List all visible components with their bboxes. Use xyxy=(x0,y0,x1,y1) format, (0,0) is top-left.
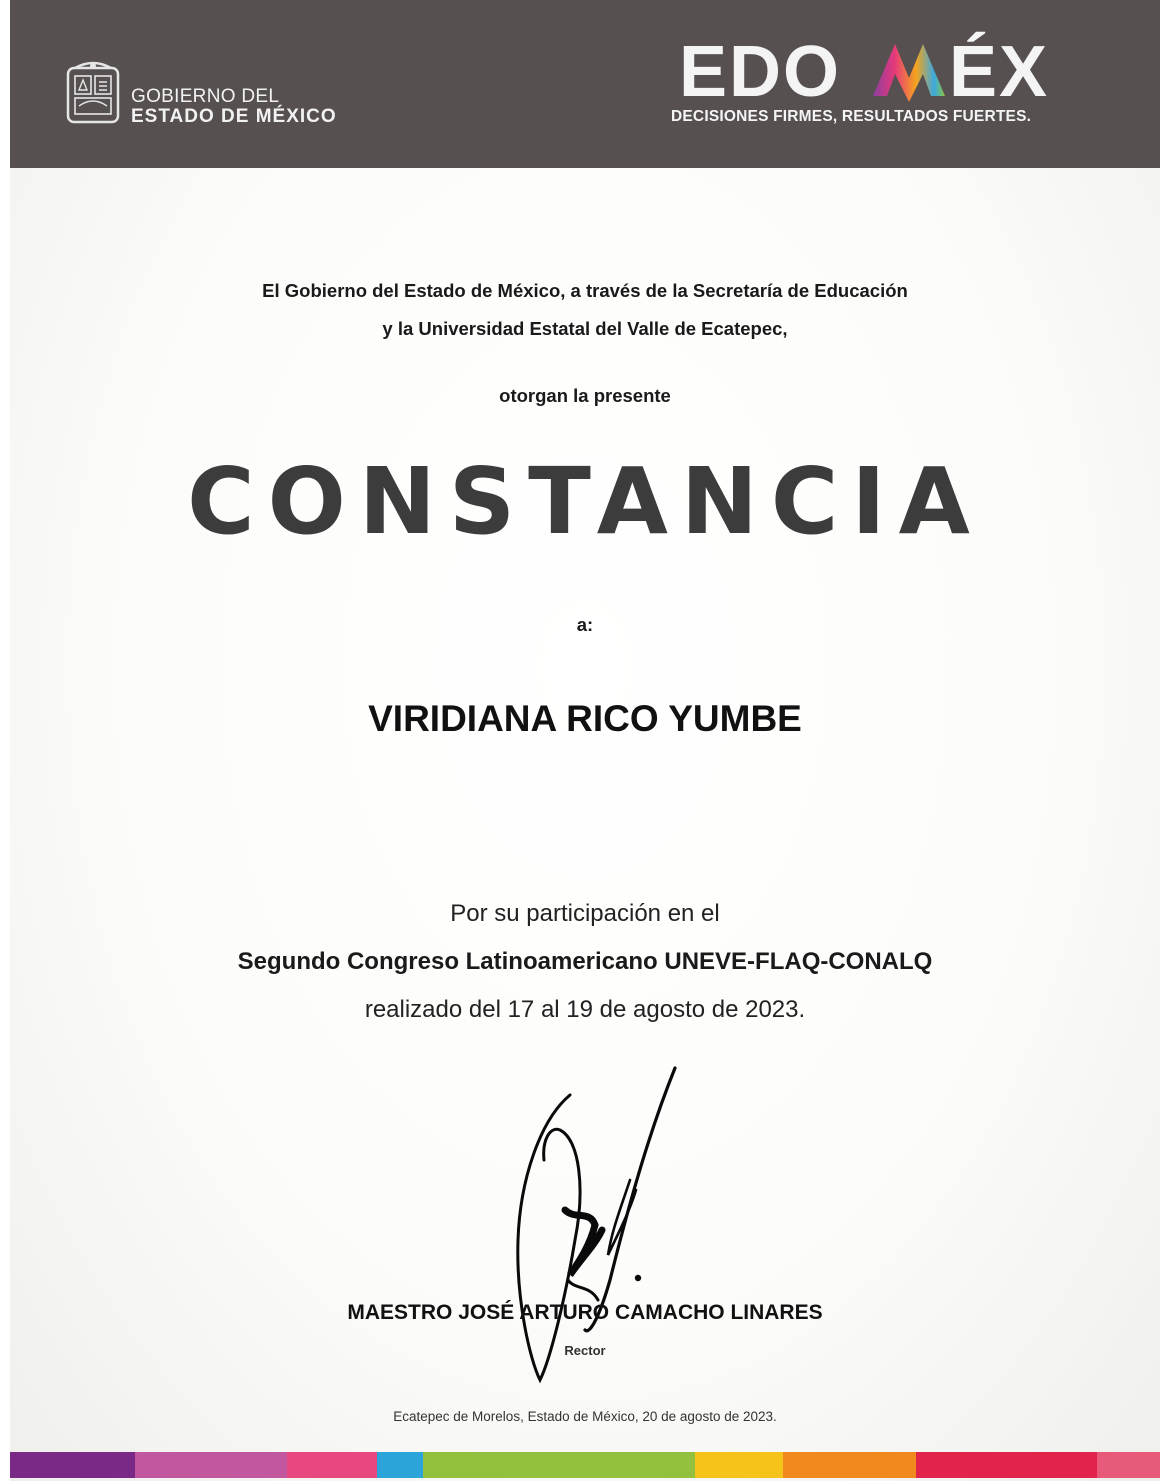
edomex-brand-logo xyxy=(665,30,1105,140)
grant-text: otorgan la presente xyxy=(499,385,671,406)
signer-role: Rector xyxy=(564,1343,606,1358)
stripe-segment xyxy=(1097,1452,1160,1478)
participation-text xyxy=(0,890,1170,1034)
stripe-segment xyxy=(135,1452,287,1478)
reason-line-1: Por su participación en el xyxy=(450,900,720,927)
brand-slogan: DECISIONES FIRMES, RESULTADOS FUERTES. xyxy=(671,108,1032,125)
handwritten-signature xyxy=(480,1060,720,1390)
coat-of-arms-icon xyxy=(65,60,121,126)
brand-edo-text: EDO xyxy=(679,32,842,106)
edomex-m-logo xyxy=(873,44,945,102)
gov-name-line2: ESTADO DE MÉXICO xyxy=(131,106,337,127)
stripe-segment xyxy=(10,1452,135,1478)
stripe-segment xyxy=(695,1452,783,1478)
signer-name: MAESTRO JOSÉ ARTURO CAMACHO LINARES xyxy=(347,1301,823,1324)
recipient-name: VIRIDIANA RICO YUMBE xyxy=(368,698,802,739)
reason-line-3: realizado del 17 al 19 de agosto de 2023. xyxy=(364,996,806,1023)
government-logo xyxy=(65,60,345,130)
document-title: CONSTANCIA xyxy=(187,448,983,555)
intro-text xyxy=(0,272,1170,348)
intro-line-1: El Gobierno del Estado de México, a través de la Secretaría de Educación xyxy=(262,280,908,301)
stripe-segment xyxy=(423,1452,695,1478)
stripe-segment xyxy=(783,1452,916,1478)
brand-ex-text: ÉX xyxy=(949,32,1050,106)
gov-name-line1: GOBIERNO DEL xyxy=(131,86,280,107)
intro-line-2: y la Universidad Estatal del Valle de Ecatepec, xyxy=(382,318,788,339)
to-label: a: xyxy=(576,614,594,635)
stripe-segment xyxy=(916,1452,1097,1478)
place-and-date: Ecatepec de Morelos, Estado de México, 20 de agosto de 2023. xyxy=(393,1409,777,1424)
event-name: Segundo Congreso Latinoamericano UNEVE-FLAQ-CONALQ xyxy=(237,948,933,975)
color-stripe-footer xyxy=(10,1452,1160,1478)
stripe-segment xyxy=(377,1452,423,1478)
header-band xyxy=(10,0,1160,168)
stripe-segment xyxy=(287,1452,377,1478)
